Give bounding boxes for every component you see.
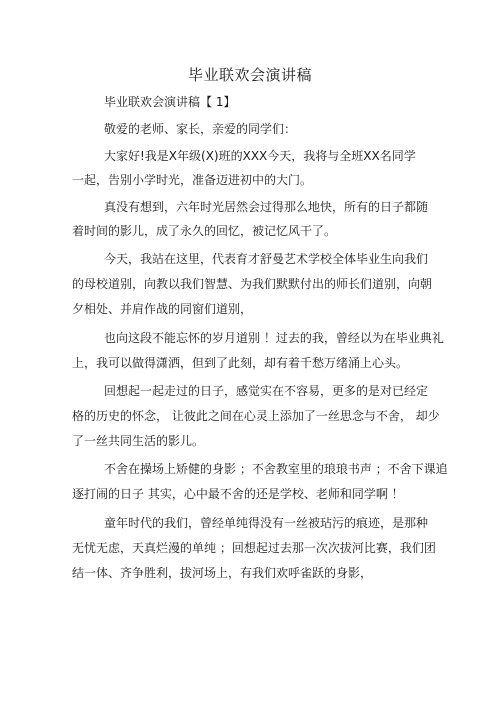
text-line: 上，我可以做得潇洒，但到了此刻，却有着千愁万绪涌上心头。: [72, 356, 409, 370]
text-line: 今天，我站在这里，代表育才舒曼艺术学校全体毕业生向我们: [104, 252, 429, 266]
text-line: 毕业联欢会演讲稿【 1】: [104, 95, 236, 109]
text-line: 不舍在操场上矫健的身影 ；不舍教室里的琅琅书声 ；不舍下课追: [104, 462, 448, 476]
text-line: 真没有想到，六年时光居然会过得那么地快，所有的日子都随: [104, 200, 429, 214]
text-line: 格的历史的怀念， 让彼此之间在心灵上添加了一丝思念与不舍， 却少: [72, 409, 440, 423]
text-line: 童年时代的我们，曾经单纯得没有一丝被玷污的痕迹，是那种: [104, 516, 429, 530]
text-line: 敬爱的老师、家长，亲爱的同学们：: [104, 122, 297, 136]
text-line: 着时间的影儿，成了永久的回忆，被记忆风干了。: [72, 224, 337, 238]
text-line: 一起，告别小学时光，准备迈进初中的大门。: [72, 173, 313, 187]
text-line: 无忧无虑，天真烂漫的单纯 ；回想起过去那一次次拔河比赛，我们团: [72, 541, 436, 555]
text-line: 也向这段不能忘怀的岁月道别 ！过去的我，曾经以为在毕业典礼: [104, 331, 444, 345]
text-line: 大家好!我是X年级(X)班的XXX今天，我将与全班XX名同学: [104, 149, 416, 163]
text-line: 的母校道别，向教以我们智慧、为我们默默付出的师长们道别，向朝: [72, 277, 433, 291]
text-line: 夕相处、并肩作战的同窗们道别，: [72, 302, 253, 316]
text-line: 逐打闹的日子 其实，心中最不舍的还是学校、老师和同学啊 ！: [72, 487, 404, 501]
document-title: 毕业联欢会演讲稿: [187, 66, 312, 84]
text-line: 结一体、齐争胜利，拔河场上，有我们欢呼雀跃的身影，: [72, 566, 373, 580]
text-line: 了一丝共同生活的影儿。: [72, 434, 205, 448]
text-line: 回想起一起走过的日子，感觉实在不容易，更多的是对已经定: [104, 384, 429, 398]
